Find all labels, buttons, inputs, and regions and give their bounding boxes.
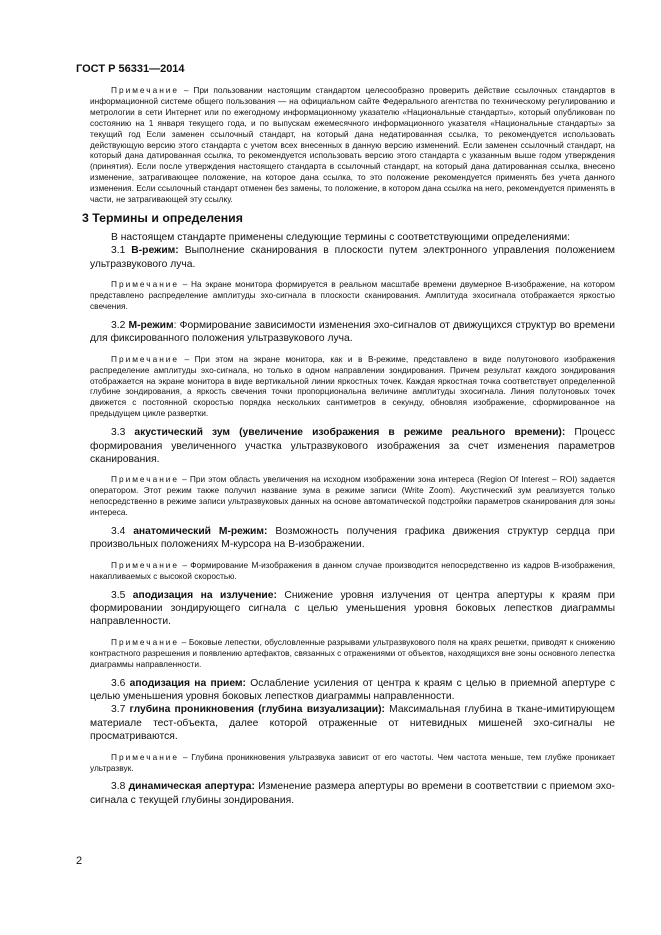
note-3-7 — [90, 752, 615, 774]
term-number: 3.7 — [111, 704, 130, 716]
term-number: 3.4 — [111, 526, 134, 537]
page-content — [82, 85, 615, 807]
term-definition: Процесс формирования увеличенного участка ультразвукового изображения за счет изменения параметров сканирования. — [90, 427, 615, 465]
note-text: – При этом область увеличения на исходном изображении зона интереса (Region Of Interest – ROI) задается оператором. Этот режим также получил название зума в режиме записи (Write Zoom). Акустический зум реализуется только непосредственно в режиме записи ультразвуковых данных на основе автоматической подстройки параметров сканирования для зоны интереса. — [90, 474, 615, 518]
term-name: акустический зум (увеличение изображения в режиме реального времени): — [134, 427, 566, 439]
term-definition: Максимальная глубина в ткане-имитирующем материале тест-объекта, далее которой отраженные от нитевидных мишеней эхо-сигналы не просматриваются. — [90, 704, 615, 743]
note-label: Примечание — [111, 353, 180, 364]
note-label: Примечание — [111, 636, 180, 647]
term-3-5 — [90, 589, 615, 629]
page-number: 2 — [76, 855, 83, 867]
term-name: аподизация на излучение: — [132, 589, 277, 601]
note-3-4 — [90, 560, 615, 582]
note-label: Примечание — [111, 474, 180, 485]
term-name: М-режим — [128, 319, 174, 331]
note-text: – При этом на экране монитора, как и в В-режиме, представлено в виде полутонового изображения распределение амплитуды эхо-сигнала, но только в одном направлении зондирования. Причем результат каждого зондирования отображается на экране монитора в виде вертикальной линии яркостных точек. Каждая яркостная точка соответствует определенной глубине зондирования, а яркость свечения точки пропорциональна величине амплитуды эхосигнала. Линия полутоновых точек движется с постоянной скоростью порядка нескольких сантиметров в секунду, обновляя изображение, сформированное на предыдущем цикле развертки. — [90, 353, 615, 419]
note-text: – Глубина проникновения ультразвука зависит от его частоты. Чем частота меньше, тем глубже проникает ультразвук. — [90, 751, 615, 773]
note-3-5 — [90, 637, 615, 670]
note-3-3 — [90, 474, 615, 518]
term-3-7 — [90, 703, 615, 743]
term-name: аподизация на прием: — [129, 677, 246, 689]
term-3-2 — [90, 319, 615, 346]
note-text: – Формирование М-изображения в данном случае производится непосредственно из кадров В-изображения, накапливаемых с высокой скоростью. — [90, 559, 615, 581]
term-number: 3.1 — [111, 245, 132, 257]
term-3-4 — [90, 525, 615, 552]
section-intro: В настоящем стандарте применены следующие термины с соответствующими определениями: — [111, 231, 571, 243]
term-number: 3.3 — [111, 427, 135, 439]
term-name: анатомический М-режим: — [133, 526, 268, 537]
term-name: динамическая апертура: — [128, 781, 255, 793]
term-definition: Ослабление усиления от центра к краям с целью в приемной апертуре с целью уменьшения уровня боковых лепестков диаграммы направленности. — [90, 677, 615, 702]
note-text: – Боковые лепестки, обусловленные разрывами ультразвукового поля на краях решетки, приводят к снижению контрастного разрешения и появлению артефактов, связанных с отражениями от объектов, находящихся вне зоны основного лепестка диаграммы направленности. — [90, 636, 615, 669]
term-number: 3.2 — [111, 319, 129, 331]
note-3-1 — [90, 279, 615, 312]
note-label: Примечание — [111, 279, 180, 290]
term-definition: Снижение уровня излучения от центра апертуры к краям при формировании зондирующего сигнала с целью уменьшения уровня боковых лепестков диаграммы направленности. — [90, 589, 615, 628]
term-3-8 — [90, 780, 615, 807]
term-definition: : Формирование зависимости изменения эхо-сигналов от движущихся структур во времени для фиксированного положения ультразвукового луча. — [90, 319, 615, 345]
term-definition: Выполнение сканирования в плоскости путем электронного управления положением ультразвукового луча. — [90, 245, 615, 270]
term-definition: Изменение размера апертуры во времени в соответствии с приемом эхо-сигнала с текущей глубины зондирования. — [90, 781, 615, 806]
note-3-2 — [90, 354, 615, 419]
term-number: 3.8 — [111, 781, 129, 793]
note-text: – При пользовании настоящим стандартом целесообразно проверить действие ссылочных стандартов в информационной системе общего пользования — на официальном сайте Федерального агентства по техническому регулированию и метрологии в сети Интернет или по ежегодному информационному указателю «Национальные стандарты», который опубликован по состоянию на 1 января текущего года, и по выпускам ежемесячного информационного указателя «Национальные стандарты» за текущий год Если заменен ссылочный стандарт, на который дана недатированная ссылка, то рекомендуется использовать действующую версию этого стандарта с учетом всех внесенных в данную версию изменений. Если заменен ссылочный стандарт, на который дана датированная ссылка, то рекомендуется использовать версию этого стандарта с указанным выше годом утверждения (принятия). Если после утверждения настоящего стандарта в ссылочный стандарт, на который дана датированная ссылка, внесено изменение, затрагивающее положение, на которое дана ссылка, то это положение рекомендуется применять без учета данного изменения. Если ссылочный стандарт отменен без замены, то положение, в котором дана ссылка на него, рекомендуется применять в части, не затрагивающей эту ссылку. — [90, 85, 615, 205]
term-name: В-режим: — [131, 245, 179, 257]
section-title: 3 Термины и определения — [82, 210, 243, 225]
intro-note — [90, 85, 615, 205]
term-definition: Возможность получения графика движения структур сердца при произвольных положениях М-курсора на В-изображении. — [90, 526, 615, 551]
note-label: Примечание — [111, 559, 180, 570]
term-number: 3.6 — [111, 677, 130, 689]
note-text: – На экране монитора формируется в реальном масштабе времени двумерное В-изображение, на котором представлено распределение амплитуды эхо-сигнала в плоскости сканирования. Амплитуда эхосигнала отображается яркостью свечения. — [90, 279, 615, 311]
term-number: 3.5 — [111, 589, 133, 601]
document-header: ГОСТ Р 56331—2014 — [76, 63, 185, 75]
term-3-6 — [90, 677, 615, 704]
term-name: глубина проникновения (глубина визуализации): — [129, 704, 385, 716]
term-3-1 — [90, 244, 615, 271]
note-label: Примечание — [111, 751, 180, 762]
note-label: Примечание — [111, 85, 180, 95]
term-3-3 — [90, 426, 615, 466]
